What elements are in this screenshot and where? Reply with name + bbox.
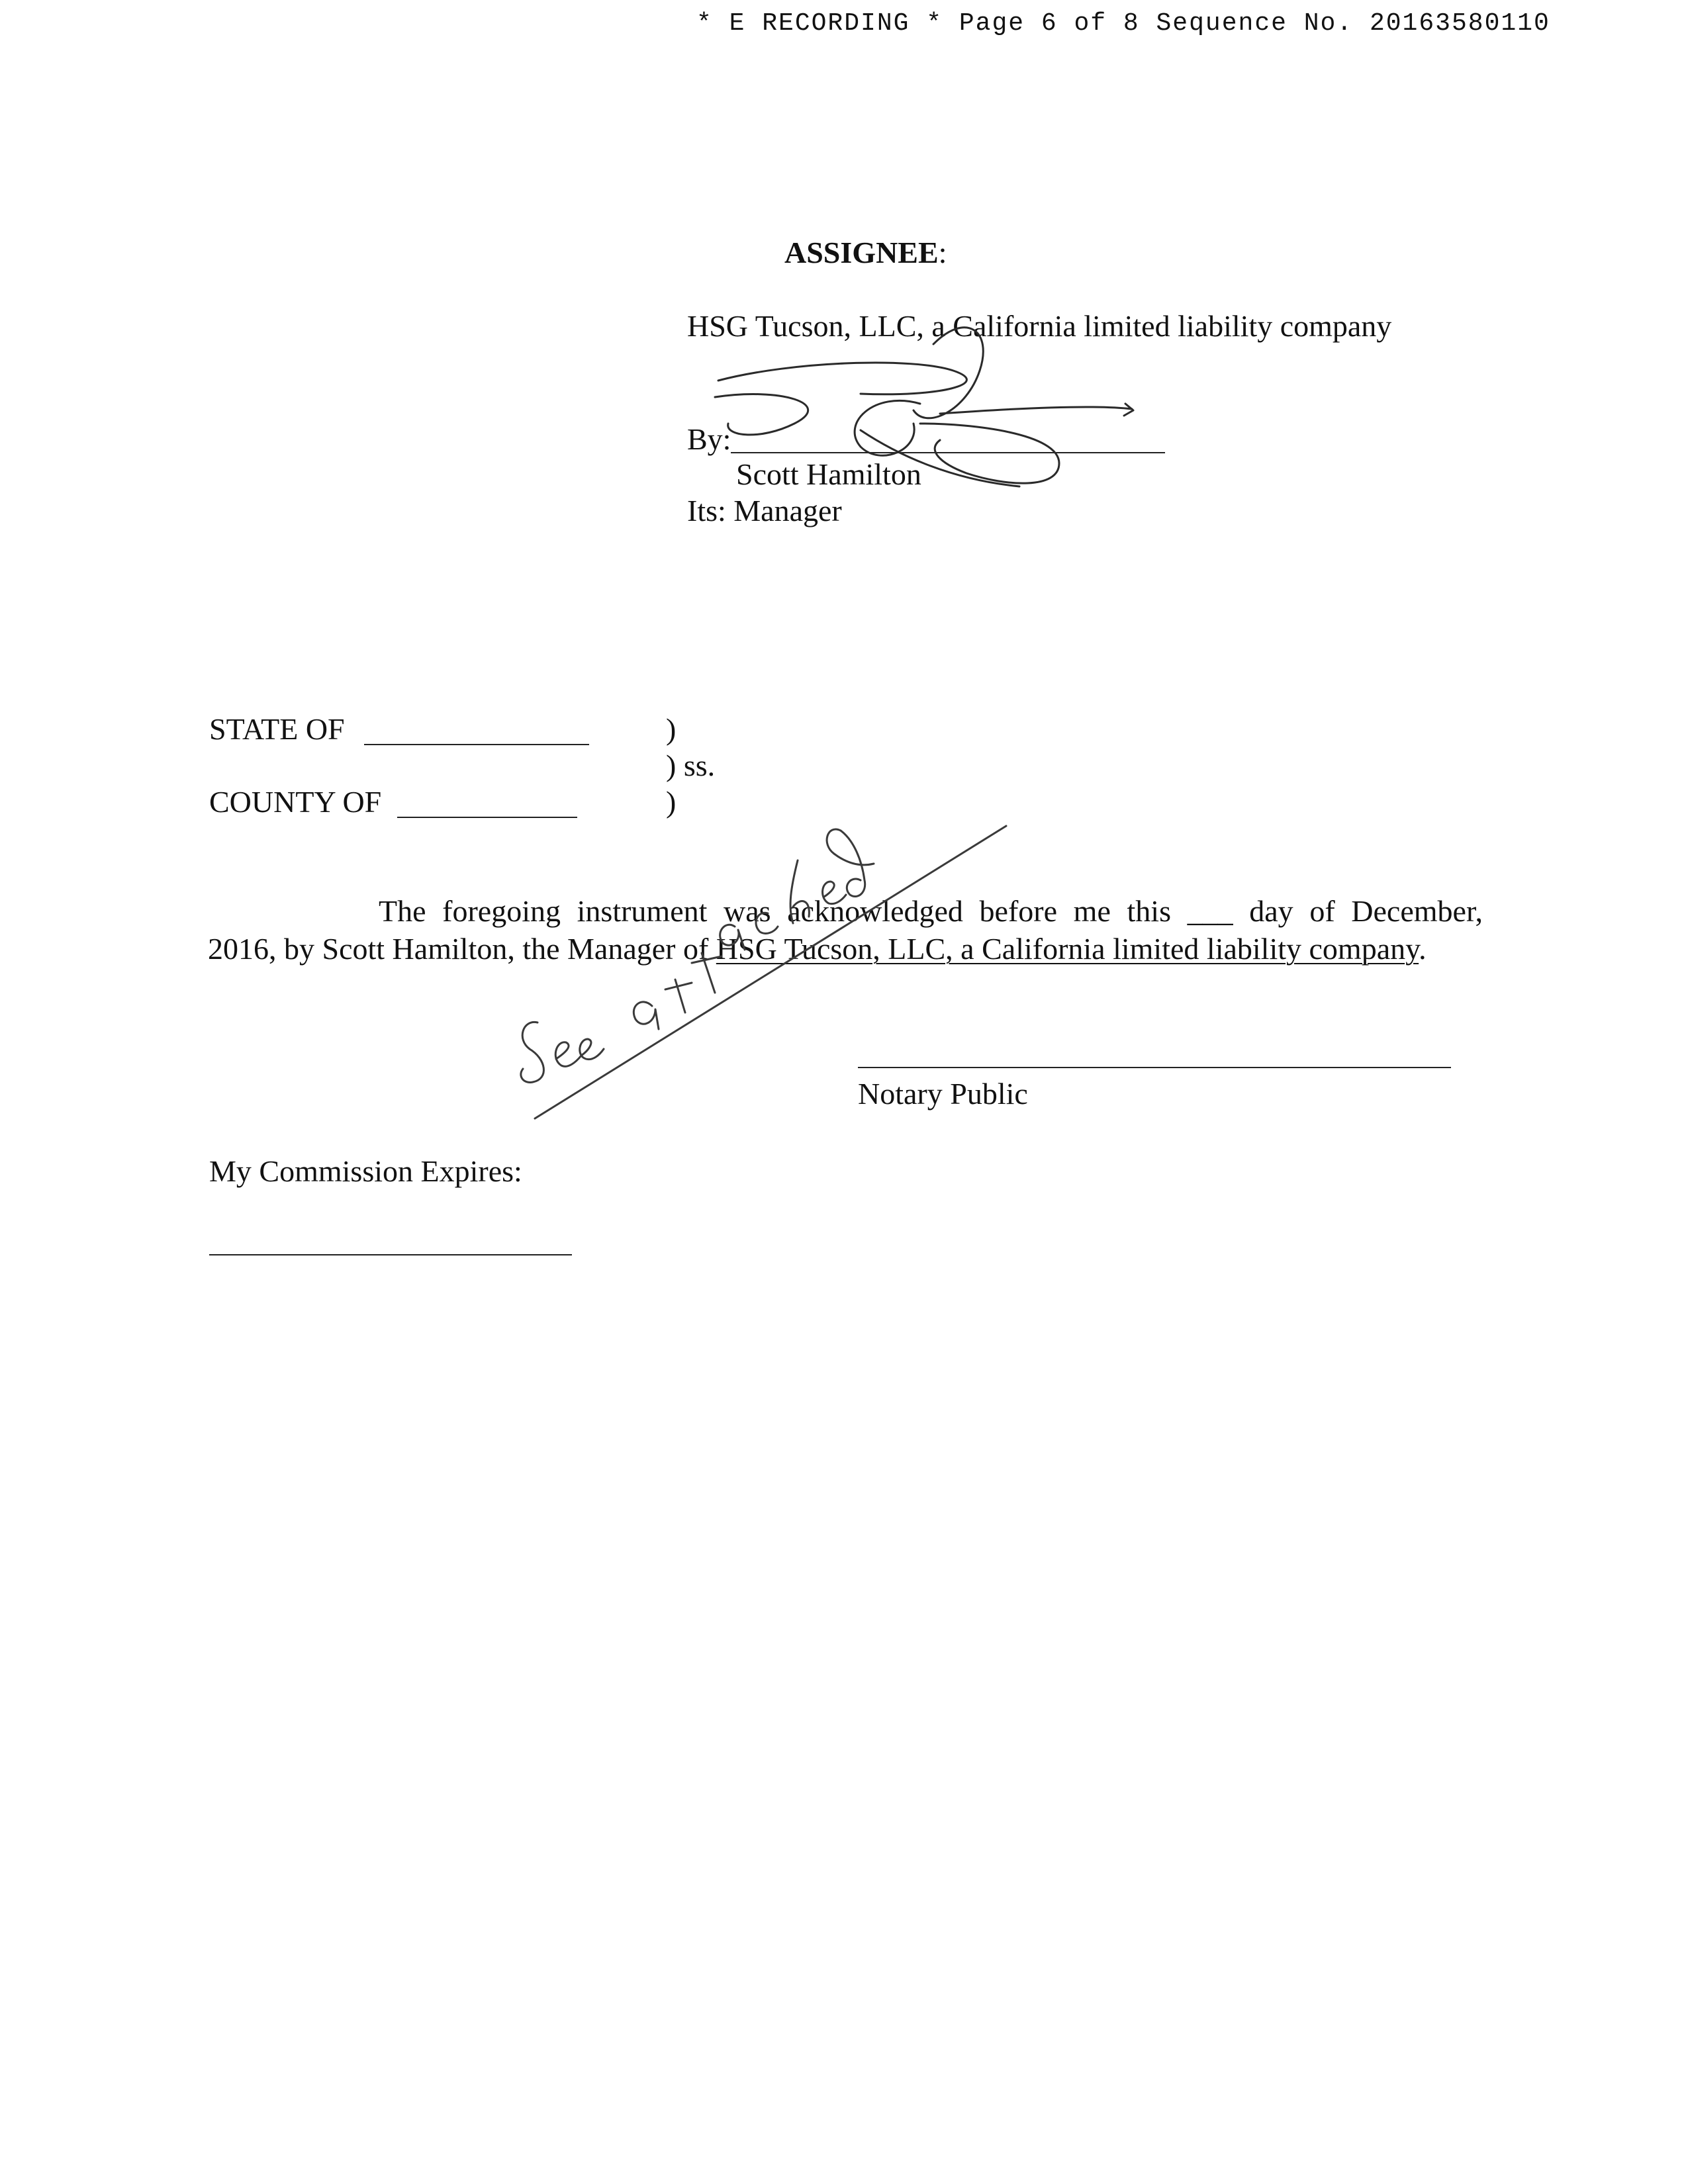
ack-company-underlined: HSG Tucson, LLC, a California limited liability company [716,932,1419,966]
paren-top: ) [666,712,677,746]
ack-line2-suffix: . [1419,932,1427,966]
ack-word: this [1127,894,1171,928]
paren-ss: ) ss. [666,749,716,782]
state-blank [364,744,589,745]
signer-title: Its: Manager [687,494,842,527]
county-blank [397,817,577,818]
signer-name: Scott Hamilton [736,457,921,491]
ack-word: acknowledged [787,894,963,928]
assignee-company: HSG Tucson, LLC, a California limited liability company [687,309,1392,343]
ack-word: December, [1351,894,1483,928]
commission-blank [209,1254,572,1255]
paren-bottom: ) [666,785,677,819]
ack-word: of [1309,894,1335,928]
commission-label: My Commission Expires: [209,1154,522,1188]
ack-word: day [1249,894,1293,928]
notary-label: Notary Public [858,1077,1028,1111]
ack-word: The [379,894,426,928]
county-label: COUNTY OF [209,785,382,819]
ack-line2-prefix: 2016, by Scott Hamilton, the Manager of [208,932,716,966]
state-label: STATE OF [209,712,345,746]
ack-day-blank: ___ [1187,894,1233,928]
ack-word: instrument [577,894,708,928]
notary-signature-line [858,1067,1451,1068]
ack-word: foregoing [442,894,561,928]
assignee-heading-block [784,235,947,270]
acknowledgment-line-2 [208,931,1427,966]
ack-word: was [724,894,771,928]
ack-word: before [979,894,1058,928]
assignee-heading-colon: : [938,236,947,269]
recording-header: * E RECORDING * Page 6 of 8 Sequence No. 20163580110 [696,9,1550,38]
ack-word: me [1073,894,1111,928]
acknowledgment-line-1 [379,893,1483,929]
assignee-heading: ASSIGNEE [784,236,939,269]
by-label: By: [687,422,731,456]
signature-line [731,452,1165,453]
